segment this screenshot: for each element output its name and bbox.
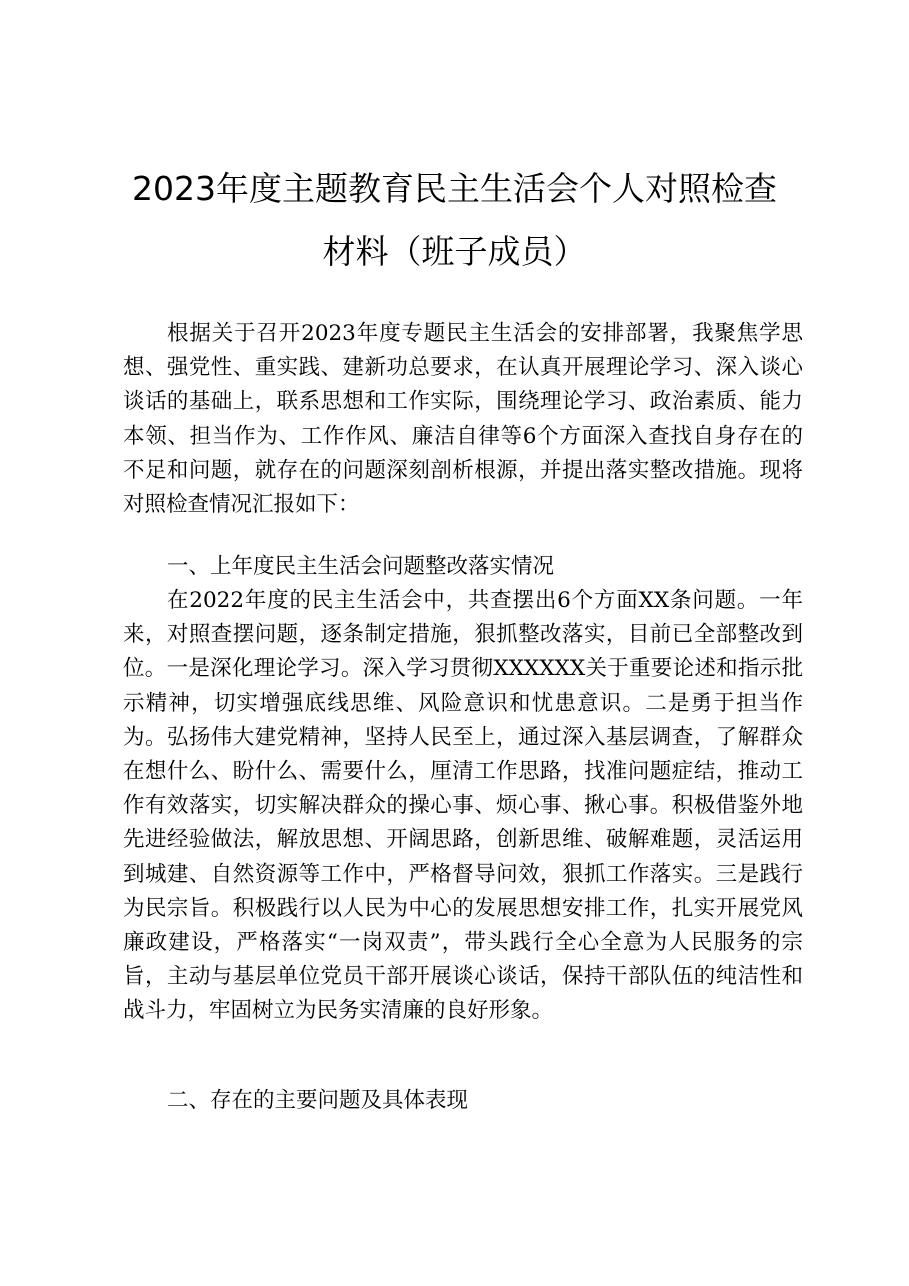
document-title-line-2: 材料（班子成员） bbox=[322, 232, 587, 271]
intro-paragraph: 根据关于召开2023年度专题民主生活会的安排部署，我聚焦学思想、强党性、重实践、建新功总要求，在认真开展理论学习、深入谈心谈话的基础上，联系思想和工作实际，围绕理论学习、政治素质、能力本领、担当作为、工作作风、廉洁自律等6个方面深入查找自身存在的不足和问题，就存在的问题深刻剖析根源，并提出落实整改措施。现将对照检查情况汇报如下： bbox=[123, 321, 803, 518]
section-1-paragraph: 在2022年度的民主生活会中，共查摆出6个方面XX条问题。一年来，对照查摆问题，逐条制定措施，狠抓整改落实，目前已全部整改到位。一是深化理论学习。深入学习贯彻XXXXXX关于重要论述和指示批示精神，切实增强底线思维、风险意识和忧患意识。二是勇于担当作为。弘扬伟大建党精神，坚持人民至上，通过深入基层调查，了解群众在想什么、盼什么、需要什么，厘清工作思路，找准问题症结，推动工作有效落实，切实解决群众的操心事、烦心事、揪心事。积极借鉴外地先进经验做法，解放思想、开阔思路，创新思维、破解难题，灵活运用到城建、自然资源等工作中，严格督导问效，狠抓工作落实。三是践行为民宗旨。积极践行以人民为中心的发展思想安排工作，扎实开展党风廉政建设，严格落实“一岗双责”，带头践行全心全意为人民服务的宗旨，主动与基层单位党员干部开展谈心谈话，保持干部队伍的纯洁性和战斗力，牢固树立为民务实清廉的良好形象。 bbox=[123, 588, 803, 1024]
section-2-heading: 二、存在的主要问题及具体表现 bbox=[167, 1088, 469, 1113]
section-1-heading: 一、上年度民主生活会问题整改落实情况 bbox=[167, 554, 555, 579]
document-title-line-1: 2023年度主题教育民主生活会个人对照检查 bbox=[132, 169, 777, 208]
